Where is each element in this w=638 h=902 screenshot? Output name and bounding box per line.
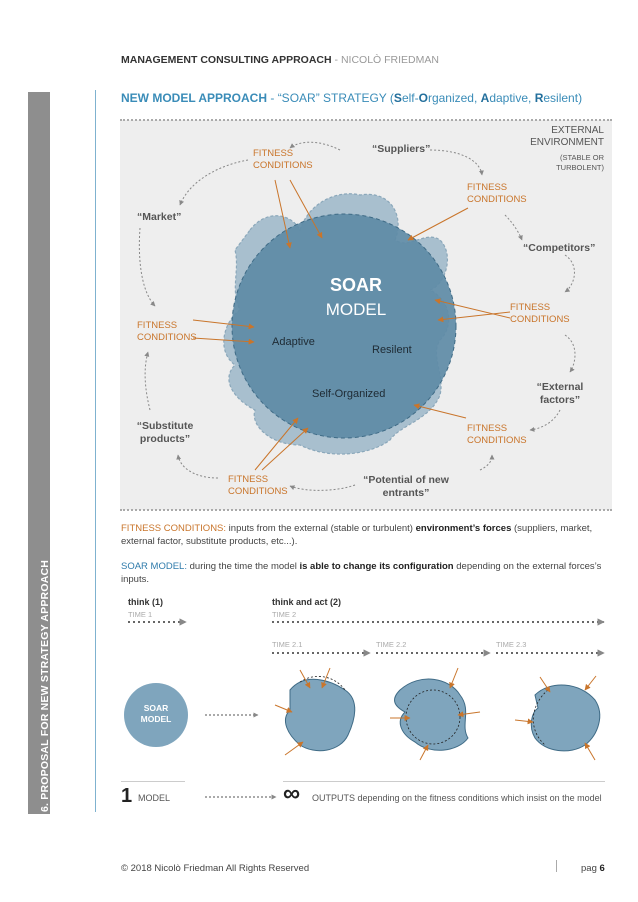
- potential-line1: “Potential of new: [363, 474, 449, 486]
- fitness-definition: [121, 522, 611, 548]
- force-substitute-products: [132, 420, 198, 446]
- self-organized-label: Self-Organized: [312, 388, 386, 400]
- soar-definition: [121, 560, 611, 586]
- time22-label: TIME 2.2: [376, 640, 407, 649]
- header-separator: -: [331, 54, 341, 66]
- resilent-label: Resilent: [372, 344, 412, 356]
- cycle-arrow-3: [430, 150, 482, 175]
- small-blob-1: [285, 679, 354, 750]
- title-letter-r: R: [534, 91, 544, 105]
- bottom-separator-left: [121, 781, 185, 782]
- fc-line1: FITNESS: [467, 423, 508, 434]
- soar-def-text1: during the time the model: [187, 561, 300, 572]
- time2-label: TIME 2: [272, 610, 297, 619]
- fitness-conditions-label-2: [467, 182, 527, 206]
- cycle-arrow-9: [290, 485, 355, 490]
- page-label: pag: [581, 863, 600, 874]
- chapter-label: 6. PROPOSAL FOR NEW STRATEGY APPROACH: [39, 559, 51, 812]
- copyright: © 2018 Nicolò Friedman All Rights Reserved: [121, 863, 310, 874]
- fitness-arrow-3: [408, 208, 468, 240]
- circle-line2: MODEL: [140, 714, 172, 724]
- force-suppliers: “Suppliers”: [372, 143, 431, 155]
- header-title: MANAGEMENT CONSULTING APPROACH: [121, 54, 332, 66]
- one-count: 1: [121, 785, 133, 807]
- force-competitors: “Competitors”: [523, 242, 596, 254]
- time1-label: TIME 1: [128, 610, 153, 619]
- title-prefix: NEW MODEL APPROACH: [121, 91, 268, 105]
- fitness-def-text2: (suppliers, market, external factor, substitute products, etc...).: [121, 523, 593, 547]
- title-a-rest: daptive,: [489, 91, 535, 105]
- think-act-label: think and act (2): [272, 597, 342, 607]
- soar-model-circle: [232, 214, 456, 438]
- fc-line2: CONDITIONS: [137, 332, 197, 343]
- soar-model-label: MODEL: [325, 300, 387, 319]
- cycle-arrow-4: [505, 215, 522, 240]
- soar-def-label: SOAR MODEL:: [121, 561, 187, 572]
- circle-line1: SOAR: [143, 703, 169, 713]
- title-o-rest: rganized,: [427, 91, 481, 105]
- cycle-arrow-7: [530, 410, 560, 430]
- fitness-conditions-label-3: [510, 302, 570, 326]
- external-environment-label: [530, 125, 604, 172]
- fc-line1: FITNESS: [510, 302, 551, 313]
- page-number-value: 6: [599, 863, 605, 874]
- fitness-def-bold: environment’s forces: [415, 523, 512, 534]
- cycle-arrow-11: [145, 352, 150, 410]
- title-letter-a: A: [480, 91, 490, 105]
- title-letter-s: S: [393, 91, 402, 105]
- page-number: [581, 863, 605, 874]
- cycle-arrow-10: [178, 455, 218, 478]
- one-model-label: MODEL: [138, 793, 171, 803]
- fc-line1: FITNESS: [253, 148, 294, 159]
- header-author: NICOLÒ FRIEDMAN: [340, 54, 439, 66]
- fitness-conditions-label-4: [137, 320, 197, 344]
- fitness-conditions-label-6: [228, 474, 288, 498]
- fitness-conditions-label-5: [467, 423, 527, 447]
- force-external-factors: [530, 381, 590, 407]
- fitness-def-label: FITNESS CONDITIONS:: [121, 523, 227, 534]
- force-market: “Market”: [137, 211, 182, 223]
- fc-line2: CONDITIONS: [228, 486, 288, 497]
- cycle-arrow-12: [139, 228, 155, 306]
- bottom-separator-right: [283, 781, 605, 782]
- substitute-line2: products”: [139, 433, 191, 445]
- substitute-line1: “Substitute: [136, 420, 194, 432]
- time21-label: TIME 2.1: [272, 640, 303, 649]
- title-dash: -: [267, 91, 278, 105]
- fitness-conditions-label-1: [253, 148, 313, 172]
- fitness-def-text1: inputs from the external (stable or turbulent): [226, 523, 416, 534]
- title-s-rest: elf-: [401, 91, 419, 105]
- fc-line1: FITNESS: [467, 182, 508, 193]
- fc-line2: CONDITIONS: [467, 194, 527, 205]
- cycle-arrow-6: [565, 335, 575, 372]
- cycle-arrow-8: [480, 455, 492, 470]
- cycle-arrow-5: [565, 255, 574, 292]
- title-r-rest: esilent): [543, 91, 583, 105]
- soar-model-small-circle: [124, 683, 188, 747]
- soar-def-text2: depending on the external forces’s inputs.: [121, 561, 602, 585]
- think-label: think (1): [128, 597, 163, 607]
- environment-note1: (STABLE OR: [559, 153, 604, 162]
- external-factors-line1: “External: [536, 381, 584, 393]
- environment-note2: TURBOLENT): [556, 162, 604, 172]
- time23-label: TIME 2.3: [496, 640, 527, 649]
- fc-line1: FITNESS: [228, 474, 269, 485]
- fc-line2: CONDITIONS: [253, 160, 313, 171]
- title-strategy: “SOAR” STRATEGY (: [277, 91, 394, 105]
- footer-separator: [556, 860, 557, 872]
- soar-title: SOAR: [329, 275, 382, 295]
- outputs-label: OUTPUTS depending on the fitness conditions which insist on the model: [312, 793, 602, 803]
- environment-line2: ENVIRONMENT: [530, 137, 604, 148]
- adaptive-label: Adaptive: [272, 336, 315, 348]
- force-potential-entrants: [360, 474, 452, 500]
- title-letter-o: O: [418, 91, 428, 105]
- fc-line2: CONDITIONS: [510, 314, 570, 325]
- potential-line2: entrants”: [382, 487, 430, 499]
- fc-line2: CONDITIONS: [467, 435, 527, 446]
- fc-line1: FITNESS: [137, 320, 178, 331]
- soar-def-bold: is able to change its configuration: [299, 561, 454, 572]
- cycle-arrow-1: [180, 160, 248, 205]
- infinity-icon: ∞: [283, 780, 301, 807]
- environment-line1: EXTERNAL: [551, 125, 604, 136]
- external-factors-line2: factors”: [539, 394, 581, 406]
